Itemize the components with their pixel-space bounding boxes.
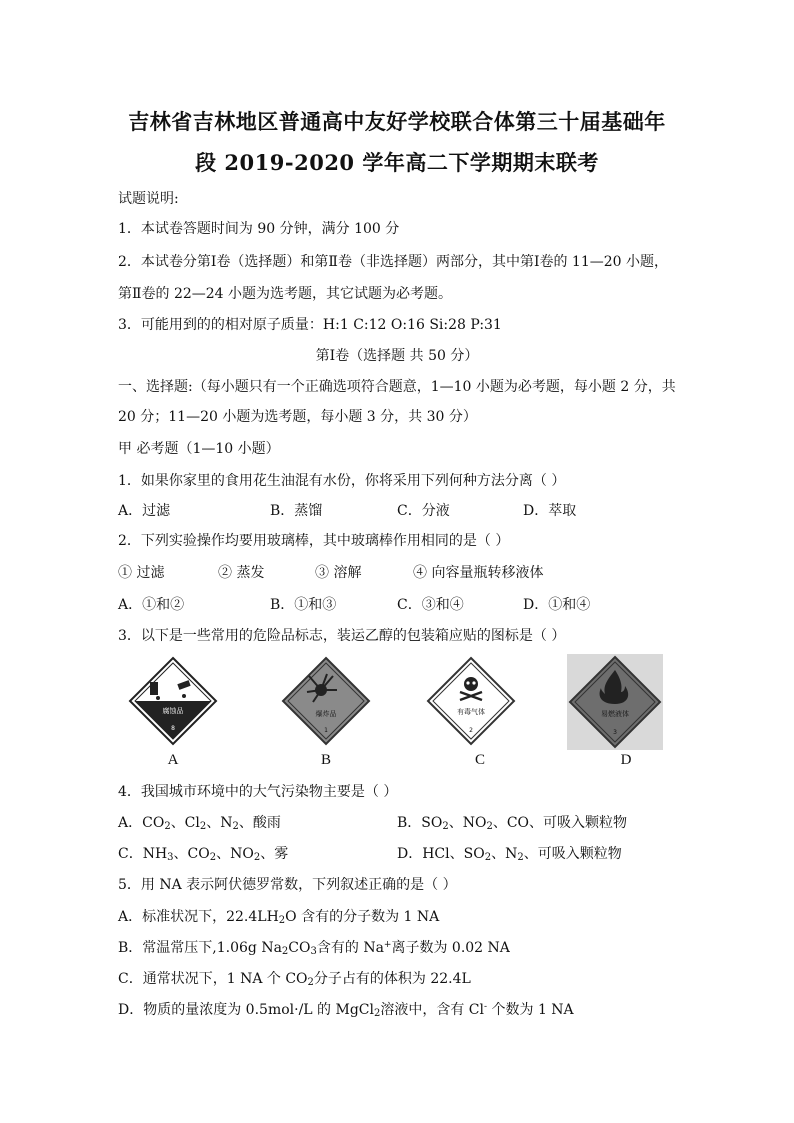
q3-stem: 3．以下是一些常用的危险品标志，装运乙醇的包装箱应贴的图标是（ ） [118, 628, 566, 644]
corrosive-sign-icon [128, 656, 218, 746]
instruction-2b: 第Ⅱ卷的 22—24 小题为选考题，其它试题为必考题。 [118, 286, 453, 302]
q1-option-c: C．分液 [397, 503, 450, 519]
sign-c-letter: C [474, 752, 485, 768]
q2-option-b: B．①和③ [270, 597, 337, 613]
q5-stem: 5．用 NA 表示阿伏德罗常数，下列叙述正确的是（ ） [118, 877, 457, 893]
q2-stem: 2．下列实验操作均要用玻璃棒，其中玻璃棒作用相同的是（ ） [118, 533, 510, 549]
q2-option-c: C．③和④ [397, 597, 464, 613]
sign-d-letter: D [620, 752, 632, 768]
part1-heading: 第Ⅰ卷（选择题 共 50 分） [315, 348, 479, 364]
q4-option-b: B．$SO_2$、$NO_2$、CO、可吸入颗粒物 [397, 815, 628, 832]
instruction-2a: 2．本试卷分第Ⅰ卷（选择题）和第Ⅱ卷（非选择题）两部分，其中第Ⅰ卷的 11—20 小题， [118, 254, 669, 270]
sign-c-label: 有毒气体 [457, 708, 485, 716]
title-line-2: 段 2019-2020 学年高二下学期期末联考 [195, 150, 599, 175]
q2-item-2: ② 蒸发 [218, 565, 265, 581]
q2-item-3: ③ 溶解 [315, 565, 362, 581]
q4-option-d: D．HCl、$SO_2$、$N_2$、可吸入颗粒物 [397, 846, 622, 863]
sign-b-letter: B [320, 752, 331, 768]
q1-option-b: B．蒸馏 [270, 503, 323, 519]
sign-a-class: 8 [171, 725, 175, 732]
q2-item-4: ④ 向容量瓶转移液体 [413, 565, 544, 581]
q5-option-a: A．标准状况下，$22.4LH_2O$ 含有的分子数为 1 NA [118, 909, 440, 926]
q1-option-a: A．过滤 [118, 503, 171, 519]
q4-option-a: A．$CO_2$、$Cl_2$、$N_2$、酸雨 [118, 815, 281, 832]
q2-option-d: D．①和④ [523, 597, 591, 613]
subsection-heading: 甲 必考题（1—10 小题） [118, 441, 280, 457]
sign-b-class: 1 [324, 727, 328, 734]
toxic-gas-sign-icon [426, 656, 516, 746]
q5-option-c: C．通常状况下，1 NA 个 $CO_2$分子占有的体积为 22.4L [118, 971, 471, 988]
sign-d-label: 易燃液体 [601, 710, 629, 718]
q1-stem: 1．如果你家里的食用花生油混有水份，你将采用下列何种方法分离（ ） [118, 473, 566, 489]
title-line-1: 吉林省吉林地区普通高中友好学校联合体第三十届基础年 [128, 109, 666, 134]
q1-option-d: D．萃取 [523, 503, 577, 519]
sign-d-class: 3 [613, 729, 617, 736]
flammable-liquid-sign-icon [567, 654, 663, 750]
section-1-line-a: 一、选择题:（每小题只有一个正确选项符合题意，1—10 小题为必考题，每小题 2 分，共 [118, 379, 676, 395]
q5-option-b: B．常温常压下,1.06g $Na_2CO_3$含有的 Na+离子数为 0.02 NA [118, 940, 510, 957]
instruction-1: 1．本试卷答题时间为 90 分钟，满分 100 分 [118, 221, 400, 237]
section-1-line-b: 20 分；11—20 小题为选考题，每小题 3 分，共 30 分） [118, 409, 477, 425]
q2-option-a: A．①和② [118, 597, 185, 613]
q4-stem: 4．我国城市环境中的大气污染物主要是（ ） [118, 784, 398, 800]
q2-item-1: ① 过滤 [118, 565, 165, 581]
q5-option-d: D．物质的量浓度为 0.5mol·/L 的 MgCl$_2$溶液中，含有 Cl- 个数为 1 NA [118, 1002, 574, 1019]
q4-option-c: C．$NH_3$、$CO_2$、$NO_2$、雾 [118, 846, 289, 863]
explosive-sign-icon [281, 656, 371, 746]
sign-a-label: 腐蚀品 [162, 707, 184, 715]
sign-a-letter: A [167, 752, 179, 768]
sign-b-label: 爆炸品 [315, 710, 337, 718]
instruction-3: 3．可能用到的的相对原子质量：H:1 C:12 O:16 Si:28 P:31 [118, 317, 502, 333]
sign-c-class: 2 [469, 727, 473, 734]
instructions-heading: 试题说明: [118, 191, 179, 207]
